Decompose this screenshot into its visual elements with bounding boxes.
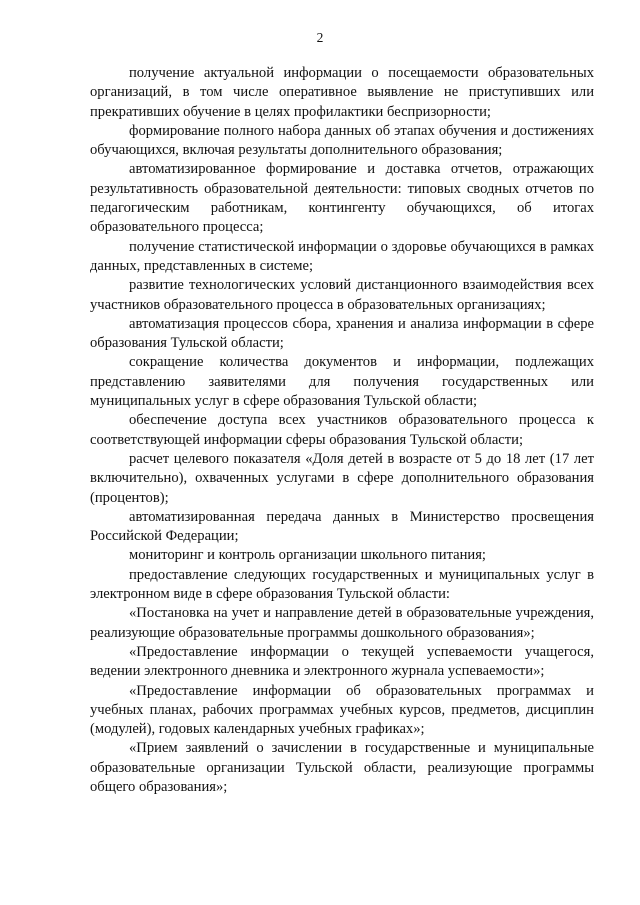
paragraph: автоматизированная передача данных в Министерство просвещения Российской Федерации; [90, 508, 594, 545]
paragraph: обеспечение доступа всех участников образовательного процесса к соответствующей информации сферы образования Тульской области; [90, 412, 594, 448]
paragraph: мониторинг и контроль организации школьного питания; [129, 547, 486, 564]
paragraph: «Постановка на учет и направление детей в образовательные учреждения, реализующие образовательные программы дошкольного образования»; [90, 605, 594, 641]
paragraph: «Предоставление информации об образовательных программах и учебных планах, рабочих программах учебных курсов, предметов, дисциплин (модулей), годовых календарных учебных графиках»; [90, 682, 594, 738]
paragraph: формирование полного набора данных об этапах обучения и достижениях обучающихся, включая результаты дополнительного образования; [90, 122, 594, 159]
paragraph: «Предоставление информации о текущей успеваемости учащегося, ведении электронного дневника и электронного журнала успеваемости»; [90, 643, 594, 680]
paragraph: развитие технологических условий дистанционного взаимодействия всех участников образовательного процесса в образовательных организациях; [90, 277, 594, 313]
paragraph: получение актуальной информации о посещаемости образовательных организаций, в том числе оперативное выявление не приступивших или прекративших обучение в целях профилактики беспризорности; [90, 65, 594, 120]
paragraph: автоматизированное формирование и доставка отчетов, отражающих результативность образовательной деятельности: типовых сводных отчетов по педагогическим работникам, контингенту обучающихся, об итогах образовательного процесса; [90, 161, 594, 236]
paragraph: «Прием заявлений о зачислении в государственные и муниципальные образовательные организации Тульской области, реализующие программы общего образования»; [90, 740, 594, 795]
paragraph: предоставление следующих государственных и муниципальных услуг в электронном виде в сфере образования Тульской области: [90, 566, 594, 603]
page-number: 2 [316, 30, 324, 45]
paragraph: автоматизация процессов сбора, хранения и анализа информации в сфере образования Тульской области; [90, 315, 594, 352]
paragraph: получение статистической информации о здоровье обучающихся в рамках данных, представленных в системе; [90, 238, 594, 274]
paragraph: расчет целевого показателя «Доля детей в возрасте от 5 до 18 лет (17 лет включительно), охваченных услугами в сфере дополнительного образования (процентов); [90, 450, 594, 506]
document-body [90, 64, 594, 797]
paragraph: сокращение количества документов и информации, подлежащих представлению заявителями для получения государственных или муниципальных услуг в сфере образования Тульской области; [90, 354, 594, 410]
